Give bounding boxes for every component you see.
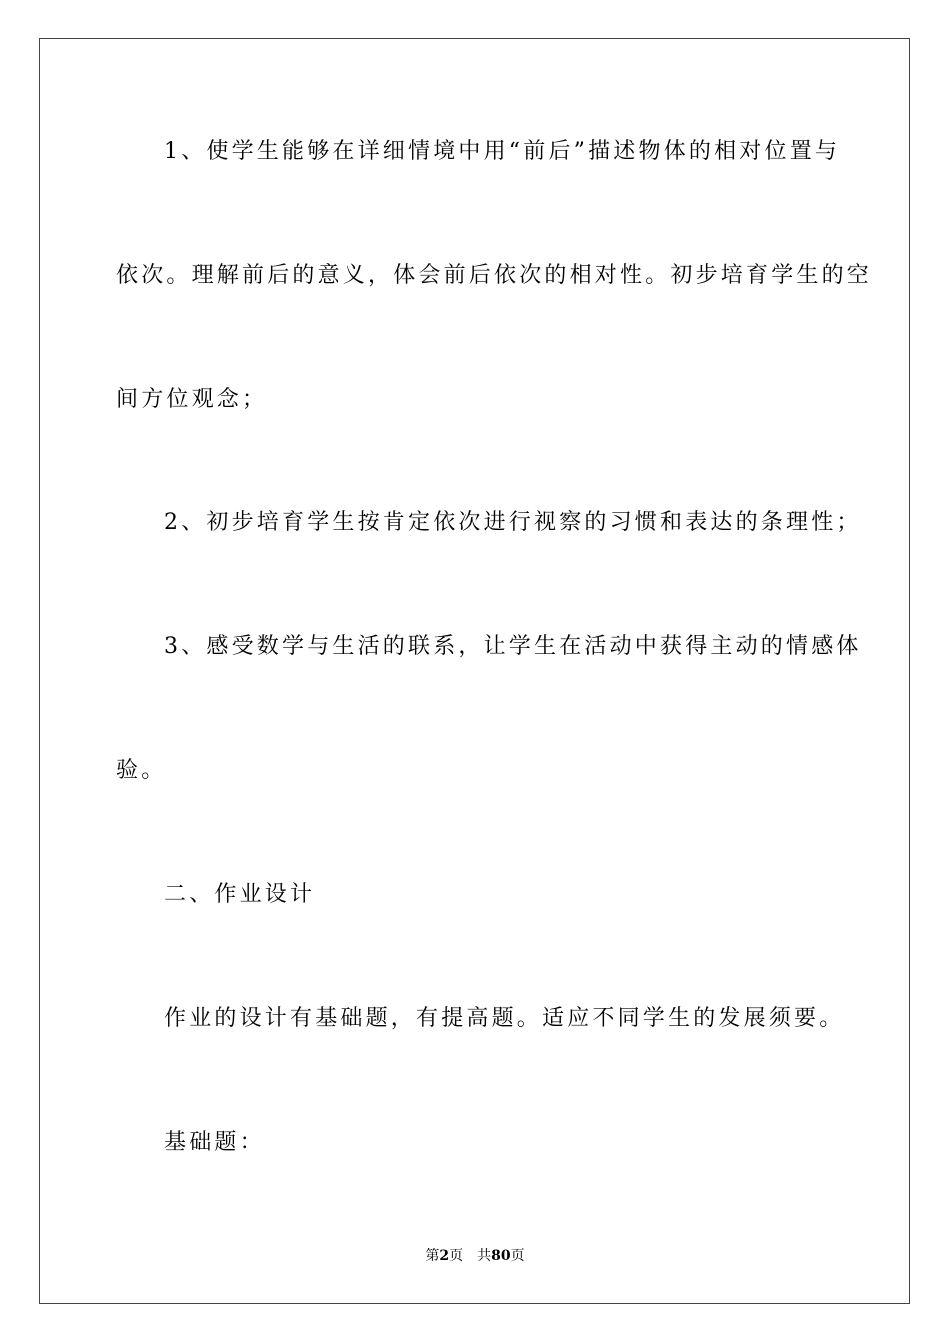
- objective-3-line-1: 3、感受数学与生活的联系，让学生在活动中获得主动的情感体: [164, 634, 862, 659]
- page-prefix: 第: [425, 1248, 440, 1264]
- section-heading-homework-design: 二、作业设计: [164, 882, 316, 907]
- objective-3-line-2: 验。: [116, 758, 167, 783]
- objective-1-line-1: 1、使学生能够在详细情境中用“前后”描述物体的相对位置与: [164, 139, 841, 164]
- total-suffix: 页: [510, 1248, 525, 1264]
- basic-questions-heading: 基础题：: [164, 1130, 265, 1155]
- total-prefix: 共: [477, 1248, 492, 1264]
- current-page-number: 2: [439, 1248, 450, 1264]
- page-footer: [0, 1247, 950, 1265]
- page-border: [39, 38, 910, 1304]
- homework-description: 作业的设计有基础题，有提高题。适应不同学生的发展须要。: [164, 1006, 845, 1031]
- total-pages-number: 80: [491, 1248, 511, 1264]
- page-suffix: 页: [449, 1248, 464, 1264]
- objective-1-line-3: 间方位观念；: [116, 387, 268, 412]
- objective-2: 2、初步培育学生按肯定依次进行视察的习惯和表达的条理性；: [164, 510, 862, 535]
- objective-1-line-2: 依次。理解前后的意义，体会前后依次的相对性。初步培育学生的空: [116, 263, 873, 288]
